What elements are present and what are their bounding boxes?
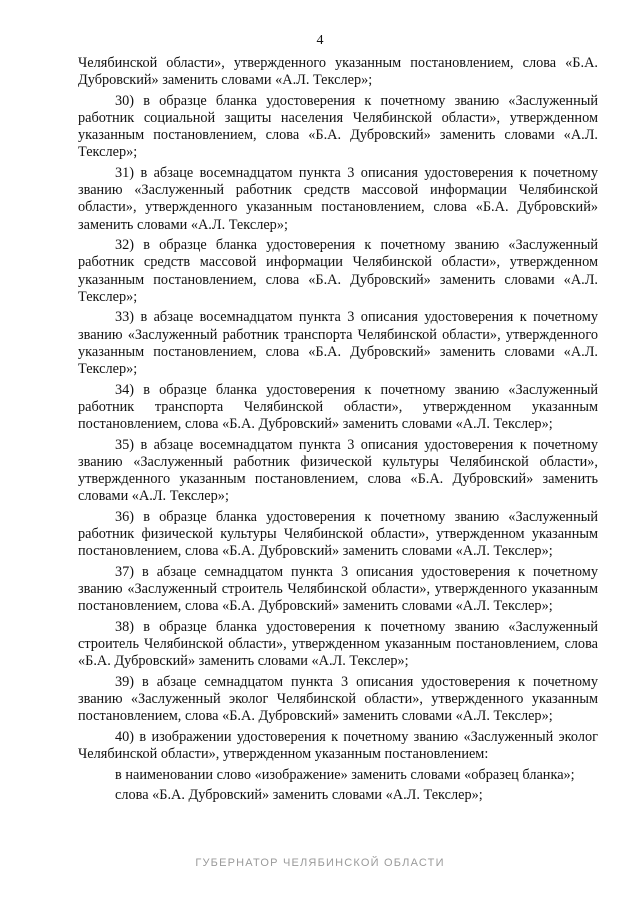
document-body	[78, 55, 598, 804]
paragraph-item-31: 31) в абзаце восемнадцатом пункта 3 описания удостоверения к почетному званию «Заслуженный работник средств массовой информации Челябинской области», утвержденного указанным постановлением, слова «Б.А. Дубровский» заменить словами «А.Л. Текслер»;	[78, 165, 598, 233]
paragraph-item-39: 39) в абзаце семнадцатом пункта 3 описания удостоверения к почетному званию «Заслуженный эколог Челябинской области», утвержденного указанным постановлением, слова «Б.А. Дубровский» заменить словами «А.Л. Текслер»;	[78, 673, 598, 725]
paragraph-item-35: 35) в абзаце восемнадцатом пункта 3 описания удостоверения к почетному званию «Заслуженный работник физической культуры Челябинской области», утвержденного указанным постановлением, слова «Б.А. Дубровский» заменить словами «А.Л. Текслер»;	[78, 436, 598, 505]
paragraph-subitem-words: слова «Б.А. Дубровский» заменить словами «А.Л. Текслер»;	[115, 787, 483, 804]
paragraph-item-30: 30) в образце бланка удостоверения к почетному званию «Заслуженный работник социальной защиты населения Челябинской области», утвержденном указанным постановлением, слова «Б.А. Дубровский» заменить словами «А.Л. Текслер»;	[78, 92, 598, 161]
paragraph-item-33: 33) в абзаце восемнадцатом пункта 3 описания удостоверения к почетному званию «Заслуженный работник транспорта Челябинской области», утвержденного указанным постановлением, слова «Б.А. Дубровский» заменить словами «А.Л. Текслер»;	[78, 309, 598, 378]
paragraph-continuation: Челябинской области», утвержденного указанным постановлением, слова «Б.А. Дубровский» заменить словами «А.Л. Текслер»;	[78, 55, 598, 89]
footer-watermark: ГУБЕРНАТОР ЧЕЛЯБИНСКОЙ ОБЛАСТИ	[195, 857, 445, 869]
paragraph-subitem-name: в наименовании слово «изображение» заменить словами «образец бланка»;	[115, 766, 575, 783]
paragraph-item-38: 38) в образце бланка удостоверения к почетному званию «Заслуженный строитель Челябинской области», утвержденном указанным постановлением, слова «Б.А. Дубровский» заменить словами «А.Л. Текслер»;	[78, 618, 598, 670]
paragraph-item-37: 37) в абзаце семнадцатом пункта 3 описания удостоверения к почетному званию «Заслуженный строитель Челябинской области», утвержденного указанным постановлением, слова «Б.А. Дубровский» заменить словами «А.Л. Текслер»;	[78, 563, 598, 615]
page-number: 4	[316, 33, 324, 48]
paragraph-item-40: 40) в изображении удостоверения к почетному званию «Заслуженный эколог Челябинской области», утвержденном указанным постановлением:	[78, 728, 598, 763]
paragraph-item-32: 32) в образце бланка удостоверения к почетному званию «Заслуженный работник средств массовой информации Челябинской области», утвержденном указанным постановлением, слова «Б.А. Дубровский» заменить словами «А.Л. Текслер»;	[78, 237, 598, 305]
paragraph-item-34: 34) в образце бланка удостоверения к почетному званию «Заслуженный работник транспорта Челябинской области», утвержденном указанным постановлением, слова «Б.А. Дубровский» заменить словами «А.Л. Текслер»;	[78, 381, 598, 433]
paragraph-item-36: 36) в образце бланка удостоверения к почетному званию «Заслуженный работник физической культуры Челябинской области», утвержденном указанным постановлением, слова «Б.А. Дубровский» заменить словами «А.Л. Текслер»;	[78, 508, 598, 560]
